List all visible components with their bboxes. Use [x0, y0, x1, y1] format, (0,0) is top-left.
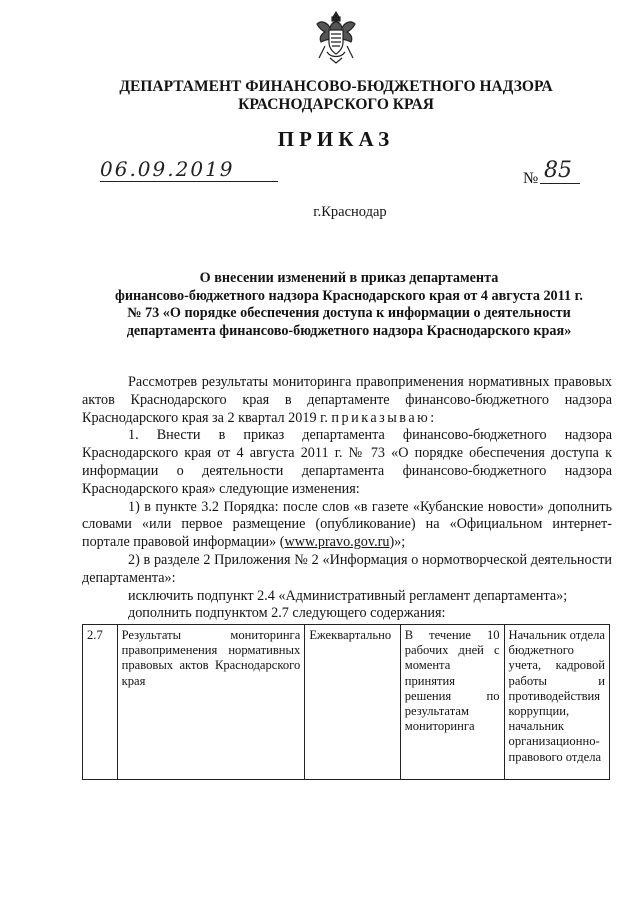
- heading-line: № 73 «О порядке обеспечения доступа к информации о деятельности: [127, 305, 571, 321]
- table-row: [83, 625, 610, 780]
- paragraph-subitem-1: [82, 499, 612, 552]
- heading-line: департамента финансово-бюджетного надзора Краснодарского края»: [126, 322, 572, 339]
- cell-name: Результаты мониторинга правоприменения нормативных правовых актов Краснодарского края: [117, 625, 305, 780]
- cell-deadline: В течение 10 рабочих дней с момента принятия решения по результатам мониторинга: [400, 625, 504, 780]
- paragraph-add: дополнить подпунктом 2.7 следующего содержания:: [128, 605, 446, 622]
- subitem-1-text: 1) в пункте 3.2 Порядка: после слов «в газете «Кубанские новости» дополнить словами «или первое размещение (опубликование) на «Официальном интернет-портале правовой информации» (: [82, 498, 612, 551]
- coat-of-arms-icon: [307, 8, 365, 66]
- subitem-1-end: )»;: [389, 534, 406, 551]
- order-word: приказываю:: [331, 409, 437, 426]
- order-heading: [82, 270, 616, 340]
- date-underline: [100, 181, 278, 182]
- paragraph-exclude: исключить подпункт 2.4 «Административный регламент департамента»;: [128, 587, 568, 604]
- paragraph-item-1: 1. Внести в приказ департамента финансово-бюджетного надзора Краснодарского края от 4 августа 2011 г. № 73 «О порядке обеспечения доступа к информации о деятельности департамента финансово-бюджетного надзора Краснодарского края» следующие изменения:: [82, 427, 612, 497]
- heading-line: О внесении изменений в приказ департамента: [199, 270, 499, 286]
- paragraph-subitem-2: 2) в разделе 2 Приложения № 2 «Информация о нормотворческой деятельности департамента»:: [82, 551, 612, 586]
- preamble-text: Рассмотрев результаты мониторинга правоприменения нормативных правовых актов Краснодарского края в департаменте финансово-бюджетного надзора Краснодарского края за 2 квартал 2019 г.: [82, 374, 612, 426]
- heading-line: финансово-бюджетного надзора Краснодарского края от 4 августа 2011 г.: [115, 287, 583, 304]
- cell-number: 2.7: [83, 625, 118, 780]
- cell-periodicity: Ежеквартально: [305, 625, 400, 780]
- order-body: [82, 374, 612, 623]
- order-date: 06.09.2019: [100, 157, 235, 181]
- number-underline: [540, 183, 580, 184]
- pravo-link[interactable]: www.pravo.gov.ru: [284, 534, 390, 551]
- order-number: 85: [544, 158, 572, 183]
- paragraph-preamble: [82, 374, 612, 427]
- department-name-line2: КРАСНОДАРСКОГО КРАЯ: [238, 96, 434, 113]
- city: г.Краснодар: [313, 204, 387, 220]
- department-name-line1: ДЕПАРТАМЕНТ ФИНАНСОВО-БЮДЖЕТНОГО НАДЗОРА: [119, 78, 553, 95]
- cell-responsible: Начальник отдела бюджетного учета, кадровой работы и противодействия коррупции, начальник организационно-правового отдела: [504, 625, 609, 780]
- order-number-label: №: [523, 170, 539, 187]
- document-type: ПРИКАЗ: [277, 127, 395, 151]
- amendment-table: [82, 624, 610, 780]
